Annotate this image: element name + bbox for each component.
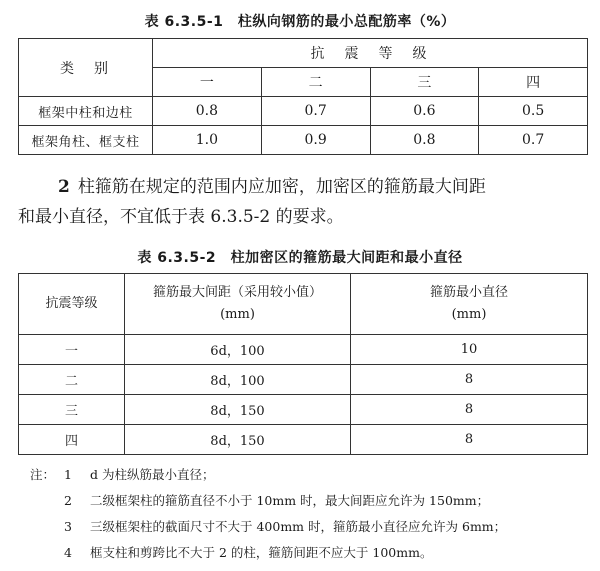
table1-row-label: 框架角柱、框支柱 bbox=[19, 126, 153, 155]
table2-spacing-cell: 8d，100 bbox=[125, 365, 351, 395]
table1-cell: 1.0 bbox=[153, 126, 262, 155]
notes-section bbox=[30, 462, 595, 566]
table2-diameter-cell: 10 bbox=[351, 335, 588, 365]
note-item bbox=[30, 462, 595, 488]
table2-spacing-header-title: 箍筋最大间距（采用较小值） bbox=[152, 285, 322, 300]
table2-row bbox=[19, 425, 588, 455]
table2-row bbox=[19, 335, 588, 365]
table1-cell: 0.5 bbox=[479, 97, 588, 126]
table2-level-cell: 二 bbox=[19, 365, 125, 395]
note-item bbox=[30, 514, 595, 540]
note-number: 2 bbox=[64, 493, 72, 508]
table2-diameter-header-title: 箍筋最小直径 bbox=[429, 285, 508, 300]
note-text: d 为柱纵筋最小直径； bbox=[90, 467, 215, 482]
table2-level-header: 抗震等级 bbox=[19, 274, 125, 335]
table2-diameter-cell: 8 bbox=[351, 425, 588, 455]
clause-paragraph bbox=[18, 172, 588, 232]
table1-level-header: 一 bbox=[153, 68, 262, 97]
table1-row bbox=[19, 97, 588, 126]
table2-row bbox=[19, 365, 588, 395]
clause-text-line2: 和最小直径，不宜低于表 6.3.5-2 的要求。 bbox=[18, 207, 344, 227]
table2-spacing-header bbox=[125, 274, 351, 335]
table2-spacing-header-unit: (mm) bbox=[220, 307, 255, 322]
table1-row-label: 框架中柱和边柱 bbox=[19, 97, 153, 126]
table2-spacing-cell: 8d，150 bbox=[125, 395, 351, 425]
table2-diameter-header bbox=[351, 274, 588, 335]
table1-row bbox=[19, 126, 588, 155]
table2-stirrup-spacing-diameter bbox=[18, 273, 588, 455]
table1-cell: 0.8 bbox=[370, 126, 479, 155]
table2-diameter-header-unit: (mm) bbox=[451, 307, 487, 322]
clause-number: 2 bbox=[58, 177, 70, 197]
table1-cell: 0.6 bbox=[370, 97, 479, 126]
table2-spacing-cell: 6d，100 bbox=[125, 335, 351, 365]
table2-caption: 表 6.3.5-2 柱加密区的箍筋最大间距和最小直径 bbox=[137, 250, 463, 266]
table1-cell: 0.9 bbox=[261, 126, 370, 155]
note-item bbox=[30, 488, 595, 514]
table1-cell: 0.7 bbox=[261, 97, 370, 126]
table1-level-header: 三 bbox=[370, 68, 479, 97]
table1-min-reinforcement-ratio bbox=[18, 38, 588, 155]
table1-level-group-header: 抗 震 等 级 bbox=[153, 39, 588, 68]
table2-diameter-cell: 8 bbox=[351, 365, 588, 395]
table1-category-header: 类 别 bbox=[19, 39, 153, 97]
table2-level-cell: 四 bbox=[19, 425, 125, 455]
note-text: 三级框架柱的截面尺寸不大于 400mm 时，箍筋最小直径应允许为 6mm； bbox=[90, 519, 507, 534]
note-number: 1 bbox=[64, 467, 72, 482]
table2-row bbox=[19, 395, 588, 425]
note-text: 框支柱和剪跨比不大于 2 的柱，箍筋间距不应大于 100mm。 bbox=[90, 545, 433, 560]
table1-caption: 表 6.3.5-1 柱纵向钢筋的最小总配筋率（%） bbox=[144, 14, 456, 30]
note-text: 二级框架柱的箍筋直径不小于 10mm 时，最大间距应允许为 150mm； bbox=[90, 493, 490, 508]
note-item bbox=[30, 540, 595, 566]
table2-spacing-cell: 8d，150 bbox=[125, 425, 351, 455]
table1-cell: 0.8 bbox=[153, 97, 262, 126]
table1-level-header: 四 bbox=[479, 68, 588, 97]
table1-level-header: 二 bbox=[261, 68, 370, 97]
table2-level-cell: 一 bbox=[19, 335, 125, 365]
table2-level-cell: 三 bbox=[19, 395, 125, 425]
table1-cell: 0.7 bbox=[479, 126, 588, 155]
note-number: 4 bbox=[64, 545, 72, 560]
clause-text-line1: 柱箍筋在规定的范围内应加密，加密区的箍筋最大间距 bbox=[77, 177, 486, 197]
table2-diameter-cell: 8 bbox=[351, 395, 588, 425]
note-number: 3 bbox=[64, 519, 72, 534]
notes-label: 注： bbox=[30, 467, 56, 482]
